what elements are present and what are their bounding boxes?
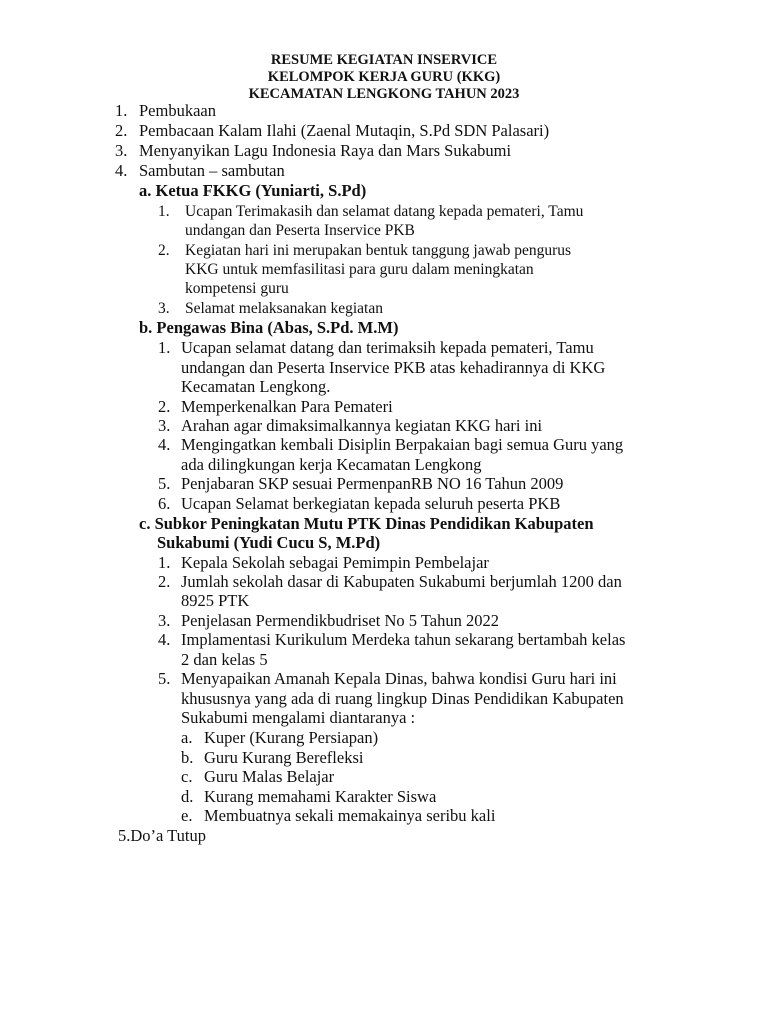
item-text: Jumlah sekolah dasar di Kabupaten Sukabumi berjumlah 1200 dan bbox=[181, 572, 622, 591]
item-text-continued: 2 dan kelas 5 bbox=[181, 650, 268, 669]
item-text-continued: undangan dan Peserta Inservice PKB bbox=[185, 222, 415, 239]
item-text: Ucapan Terimakasih dan selamat datang kepada pemateri, Tamu bbox=[185, 203, 584, 220]
closing-item: 5.Do’a Tutup bbox=[118, 826, 207, 845]
item-text: Kegiatan hari ini merupakan bentuk tanggung jawab pengurus bbox=[185, 242, 572, 259]
section-c-heading: c. Subkor Peningkatan Mutu PTK Dinas Pendidikan Kabupaten bbox=[139, 514, 594, 533]
item-number: 3. bbox=[158, 611, 171, 630]
item-text-continued: khususnya yang ada di ruang lingkup Dinas Pendidikan Kabupaten bbox=[181, 689, 624, 708]
agenda-number: 2. bbox=[115, 121, 128, 140]
item-number: 2. bbox=[158, 397, 171, 416]
agenda-text: Pembukaan bbox=[139, 101, 216, 120]
item-text-continued: 8925 PTK bbox=[181, 591, 250, 610]
item-number: 3. bbox=[158, 300, 170, 317]
item-number: 1. bbox=[158, 553, 171, 572]
item-number: 5. bbox=[158, 669, 171, 688]
section-c-heading-continued: Sukabumi (Yudi Cucu S, M.Pd) bbox=[157, 533, 381, 552]
agenda-number: 3. bbox=[115, 141, 128, 160]
item-number: 2. bbox=[158, 242, 170, 259]
agenda-text: Pembacaan Kalam Ilahi (Zaenal Mutaqin, S.Pd SDN Palasari) bbox=[139, 121, 550, 140]
item-text: Arahan agar dimaksimalkannya kegiatan KKG hari ini bbox=[181, 416, 543, 435]
item-text: Mengingatkan kembali Disiplin Berpakaian bagi semua Guru yang bbox=[181, 435, 624, 454]
sub-item-text: Guru Kurang Berefleksi bbox=[204, 748, 364, 767]
document-title-line-2: KELOMPOK KERJA GURU (KKG) bbox=[267, 69, 501, 85]
agenda-text: Sambutan – sambutan bbox=[139, 161, 285, 180]
item-text: Ucapan Selamat berkegiatan kepada seluruh peserta PKB bbox=[181, 494, 561, 513]
item-text-continued: Sukabumi mengalami diantaranya : bbox=[181, 708, 416, 727]
sub-item-text: Membuatnya sekali memakainya seribu kali bbox=[204, 806, 496, 825]
agenda-number: 1. bbox=[115, 101, 128, 120]
section-b-heading: b. Pengawas Bina (Abas, S.Pd. M.M) bbox=[139, 318, 399, 337]
item-text: Ucapan selamat datang dan terimaksih kepada pemateri, Tamu bbox=[181, 338, 594, 357]
item-text: Penjabaran SKP sesuai PermenpanRB NO 16 Tahun 2009 bbox=[181, 474, 564, 493]
item-number: 5. bbox=[158, 474, 171, 493]
agenda-number: 4. bbox=[115, 161, 128, 180]
sub-item-letter: a. bbox=[181, 728, 193, 747]
item-number: 1. bbox=[158, 203, 170, 220]
item-text-continued: Kecamatan Lengkong. bbox=[181, 377, 331, 396]
sub-item-text: Guru Malas Belajar bbox=[204, 767, 335, 786]
sub-item-letter: e. bbox=[181, 806, 193, 825]
agenda-text: Menyanyikan Lagu Indonesia Raya dan Mars Sukabumi bbox=[139, 141, 512, 160]
item-text-continued: KKG untuk memfasilitasi para guru dalam meningkatan bbox=[185, 261, 534, 278]
sub-item-text: Kuper (Kurang Persiapan) bbox=[204, 728, 379, 747]
item-number: 2. bbox=[158, 572, 171, 591]
sub-item-text: Kurang memahami Karakter Siswa bbox=[204, 787, 437, 806]
item-number: 3. bbox=[158, 416, 171, 435]
item-text: Kepala Sekolah sebagai Pemimpin Pembelajar bbox=[181, 553, 489, 572]
item-text: Implamentasi Kurikulum Merdeka tahun sekarang bertambah kelas bbox=[181, 630, 626, 649]
item-number: 1. bbox=[158, 338, 171, 357]
item-text-continued: ada dilingkungan kerja Kecamatan Lengkong bbox=[181, 455, 482, 474]
section-a-heading: a. Ketua FKKG (Yuniarti, S.Pd) bbox=[139, 181, 367, 200]
item-text: Selamat melaksanakan kegiatan bbox=[185, 300, 383, 317]
item-text: Menyapaikan Amanah Kepala Dinas, bahwa kondisi Guru hari ini bbox=[181, 669, 617, 688]
item-text-continued: kompetensi guru bbox=[185, 280, 289, 297]
item-number: 6. bbox=[158, 494, 171, 513]
item-text: Penjelasan Permendikbudriset No 5 Tahun 2022 bbox=[181, 611, 499, 630]
item-number: 4. bbox=[158, 435, 171, 454]
sub-item-letter: d. bbox=[181, 787, 194, 806]
item-number: 4. bbox=[158, 630, 171, 649]
document-title-line-3: KECAMATAN LENGKONG TAHUN 2023 bbox=[248, 86, 520, 102]
sub-item-letter: b. bbox=[181, 748, 194, 767]
sub-item-letter: c. bbox=[181, 767, 193, 786]
item-text-continued: undangan dan Peserta Inservice PKB atas kehadirannya di KKG bbox=[181, 358, 606, 377]
document-title-line-1: RESUME KEGIATAN INSERVICE bbox=[270, 52, 498, 68]
item-text: Memperkenalkan Para Pemateri bbox=[181, 397, 393, 416]
